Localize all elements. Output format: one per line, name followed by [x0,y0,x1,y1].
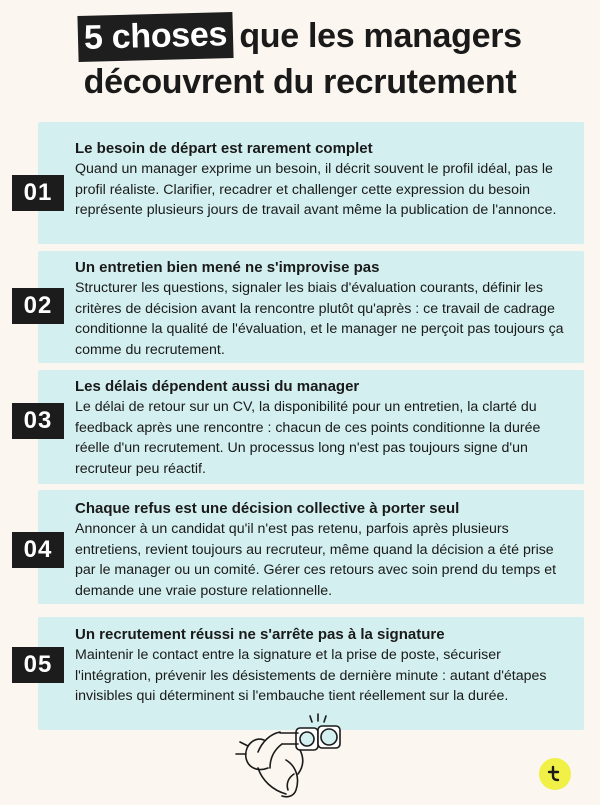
tip-body: Le délai de retour sur un CV, la disponibilité pour un entretien, la clarté du feedback après une rencontre : chacun de ces points conditionne la durée réelle d'un recrutement. Un processus long n'est pas toujours signe d'un recruteur peu réactif. [75,399,541,477]
tip-heading: Un entretien bien mené ne s'improvise pas [75,259,380,276]
page-title [0,14,600,104]
tip-number-badge: 02 [12,288,64,324]
tip-body: Structurer les questions, signaler les biais d'évaluation courants, définir les critères de décision avant la rencontre plutôt qu'après : ce travail de cadrage conditionne la qualité de l'évaluation, et le manager ne perçoit pas toujours ça comme du recrutement. [75,280,564,358]
tip-number-badge: 04 [12,532,64,568]
tip-heading: Les délais dépendent aussi du manager [75,378,360,395]
tip-text [75,499,566,601]
tip-text [75,625,566,707]
tip-card-03 [12,370,586,484]
tip-heading: Chaque refus est une décision collective à porter seul [75,500,460,517]
tip-body: Maintenir le contact entre la signature et la prise de poste, sécuriser l'intégration, prévenir les désistements de dernière minute : autant d'étapes invisibles qui déterminent si l'embauche tient réellement sur la durée. [75,647,547,705]
tip-number-badge: 05 [12,647,64,683]
tip-text [75,139,566,221]
tip-body: Quand un manager exprime un besoin, il décrit souvent le profil idéal, pas le profil réaliste. Clarifier, recadrer et challenger cette expression du besoin représente plusieurs jours de travail avant même la publication de l'annonce. [75,161,557,219]
tip-number-badge: 01 [12,175,64,211]
title-line-1-rest: que les managers [239,17,522,55]
tip-text [75,258,566,360]
person-with-binoculars-icon [228,710,368,800]
title-highlight: 5 choses [78,12,234,62]
brand-logo-icon [539,758,571,790]
tip-card-02 [12,251,586,363]
tip-text [75,377,566,479]
title-line-1 [0,14,600,60]
title-line-2: découvrent du recrutement [83,63,517,101]
tip-heading: Un recrutement réussi ne s'arrête pas à la signature [75,626,445,643]
tip-card-04 [12,490,586,604]
tip-card-01 [12,122,586,244]
tip-body: Annoncer à un candidat qu'il n'est pas retenu, parfois après plusieurs entretiens, revient toujours au recruteur, même quand la décision a été prise par le manager ou un comité. Gérer ces retours avec soin prend du temps et demande une vraie posture relationnelle. [75,521,557,599]
tip-number-badge: 03 [12,403,64,439]
tip-heading: Le besoin de départ est rarement complet [75,140,373,157]
